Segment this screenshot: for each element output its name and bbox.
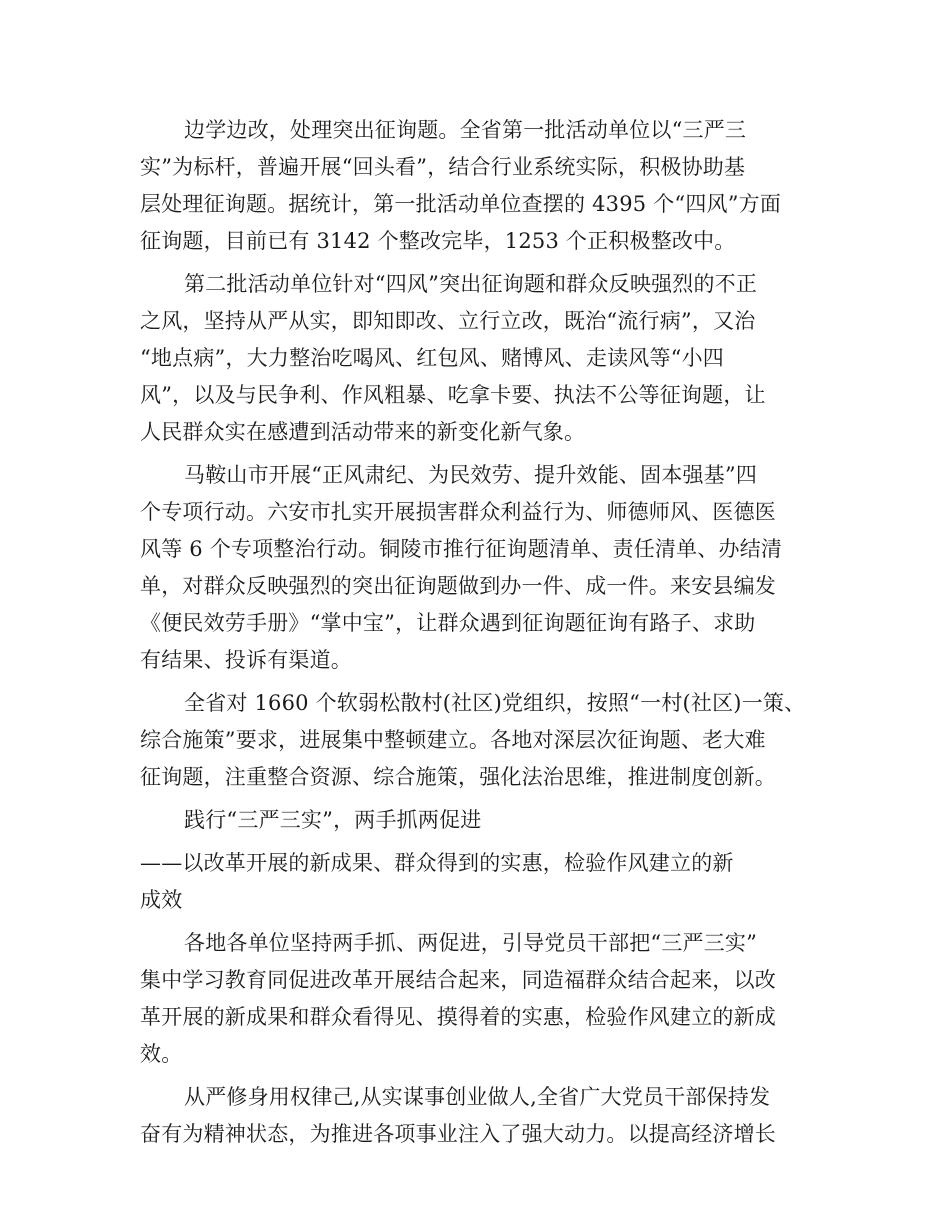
section-heading (140, 802, 814, 839)
text-line: 效。 (140, 1042, 183, 1066)
text-line: 集中学习教育同促进改革开展结合起来，同造福群众结合起来，以改 (140, 968, 776, 992)
paragraph-4 (140, 685, 814, 796)
paragraph-3 (140, 457, 814, 679)
text-line: 全省对 1660 个软弱松散村(社区)党组织，按照“一村(社区)一策、 (184, 691, 806, 715)
paragraph-5 (140, 925, 814, 1073)
text-line: “地点病”，大力整治吃喝风、红包风、赌博风、走读风等“小四 (140, 346, 725, 370)
subtitle-line: 成效 (140, 888, 183, 912)
text-line: 单，对群众反映强烈的突出征询题做到办一件、成一件。来安县编发 (140, 574, 776, 598)
paragraph-2 (140, 266, 814, 451)
text-line: 征询题，目前已有 3142 个整改完毕，1253 个正积极整改中。 (140, 229, 736, 253)
section-subtitle (140, 845, 814, 919)
text-line: 层处理征询题。据统计，第一批活动单位查摆的 4395 个“四风”方面 (140, 192, 782, 216)
text-line: 各地各单位坚持两手抓、两促进，引导党员干部把“三严三实” (184, 931, 758, 955)
text-line: 奋有为精神状态，为推进各项事业注入了强大动力。以提高经济增长 (140, 1122, 776, 1146)
text-line: 风等 6 个专项整治行动。铜陵市推行征询题清单、责任清单、办结清 (140, 537, 783, 561)
text-line: 个专项行动。六安市扎实开展损害群众利益行为、师德师风、医德医 (140, 500, 776, 524)
heading-line: 践行“三严三实”，两手抓两促进 (184, 808, 482, 832)
text-line: 征询题，注重整合资源、综合施策，强化法治思维，推进制度创新。 (140, 765, 776, 789)
text-line: 第二批活动单位针对“四风”突出征询题和群众反映强烈的不正 (184, 272, 758, 296)
text-line: 马鞍山市开展“正风肃纪、为民效劳、提升效能、固本强基”四 (184, 463, 758, 487)
text-line: 边学边改，处理突出征询题。全省第一批活动单位以“三严三 (184, 118, 747, 142)
text-line: 之风，坚持从严从实，即知即改、立行立改，既治“流行病”，又治 (140, 309, 756, 333)
text-line: 综合施策”要求，进展集中整顿建立。各地对深层次征询题、老大难 (140, 728, 766, 752)
text-line: 革开展的新成果和群众看得见、摸得着的实惠，检验作风建立的新成 (140, 1005, 776, 1029)
text-line: 有结果、投诉有渠道。 (140, 648, 352, 672)
text-line: 实”为标杆，普遍开展“回头看”，结合行业系统实际，积极协助基 (140, 155, 746, 179)
text-line: 人民群众实在感遭到活动带来的新变化新气象。 (140, 420, 586, 444)
text-line: 《便民效劳手册》“掌中宝”，让群众遇到征询题征询有路子、求助 (140, 611, 756, 635)
text-line: 风”，以及与民争利、作风粗暴、吃拿卡要、执法不公等征询题，让 (140, 383, 766, 407)
paragraph-1 (140, 112, 814, 260)
document-body (140, 112, 814, 1159)
subtitle-line: ——以改革开展的新成果、群众得到的实惠，检验作风建立的新 (140, 851, 734, 875)
paragraph-6 (140, 1079, 814, 1153)
text-line: 从严修身用权律己,从实谋事创业做人,全省广大党员干部保持发 (184, 1085, 771, 1109)
